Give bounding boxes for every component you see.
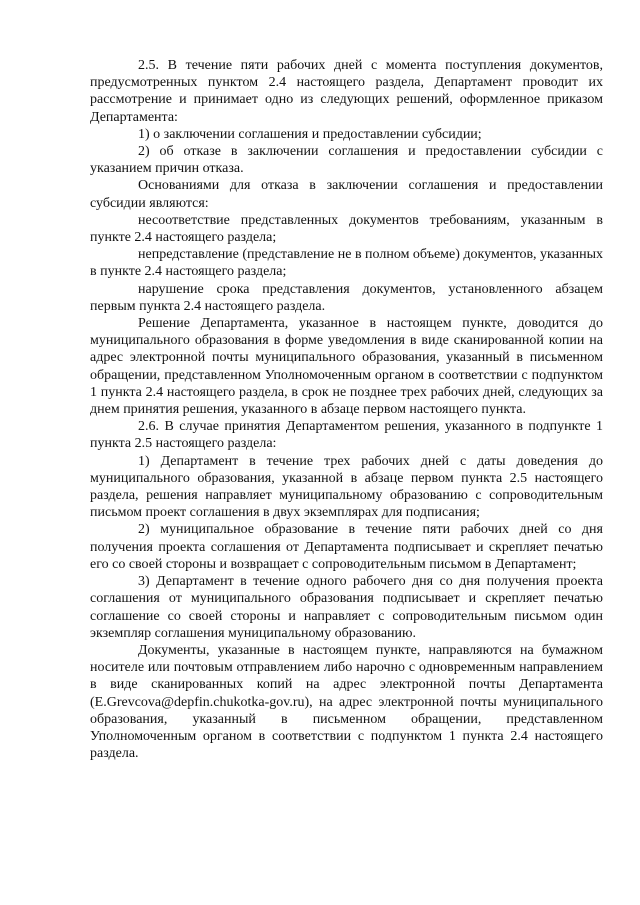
paragraph-refusal-grounds: Основаниями для отказа в заключении соглашения и предоставлении субсидии являются: [90,178,603,211]
refusal-ground-1: несоответствие представленных документов требованиям, указанным в пункте 2.4 настоящего раздела; [90,212,603,246]
paragraph-2-5: 2.5. В течение пяти рабочих дней с момента поступления документов, предусмотренных пунктом 2.4 настоящего раздела, Департамент проводит их рассмотрение и принимает одно из следующих решений, оформленное приказом Департамента: [90,58,603,125]
list-item-step-3: 3) Департамент в течение одного рабочего дня со дня получения проекта соглашения от муниципального образования подписывает и скрепляет печатью соглашение со своей стороны и направляет с сопроводительным письмом один экземпляр соглашения муниципальному образованию. [90,574,603,641]
list-item-decision-1: 1) о заключении соглашения и предоставлении субсидии; [138,126,482,142]
list-item-decision-2: 2) об отказе в заключении соглашения и предоставлении субсидии с указанием причин отказа. [90,144,603,177]
list-item-step-2: 2) муниципальное образование в течение пяти рабочих дней со дня получения проекта соглашения от Департамента подписывает и скрепляет печатью его со своей стороны и возвращает с сопроводительным письмом в Департамент; [90,522,603,572]
paragraph-documents-delivery: Документы, указанные в настоящем пункте, направляются на бумажном носителе или почтовым отправлением либо нарочно с одновременным направлением в виде сканированных копий на адрес электронной почты Департамента (E.Grevcova@depfin.chukotka-gov.ru), на адрес электронной почты муниципального образования, указанный в письменном обращении, представленном Уполномоченным органом в соответствии с подпунктом 1 пункта 2.4 настоящего раздела. [90,642,603,762]
paragraph-2-6: 2.6. В случае принятия Департаментом решения, указанного в подпункте 1 пункта 2.5 настоящего раздела: [90,419,603,452]
refusal-ground-2: непредставление (представление не в полном объеме) документов, указанных в пункте 2.4 настоящего раздела; [90,247,603,280]
paragraph-decision-notice: Решение Департамента, указанное в настоящем пункте, доводится до муниципального образования в форме уведомления в виде сканированной копии на адрес электронной почты муниципального образования, указанный в письменном обращении, представленном Уполномоченным органом в соответствии с подпунктом 1 пункта 2.4 настоящего раздела, в срок не позднее трех рабочих дней, следующих за днем принятия решения, указанного в абзаце первом настоящего пункта. [90,316,603,418]
refusal-ground-3: нарушение срока представления документов, установленного абзацем первым пункта 2.4 настоящего раздела. [90,281,603,314]
list-item-step-1: 1) Департамент в течение трех рабочих дней с даты доведения до муниципального образования, указанной в абзаце первом пункта 2.5 настоящего раздела, решения направляет муниципальному образованию с сопроводительным письмом проект соглашения в двух экземплярах для подписания; [90,453,603,521]
document-body [90,57,603,762]
